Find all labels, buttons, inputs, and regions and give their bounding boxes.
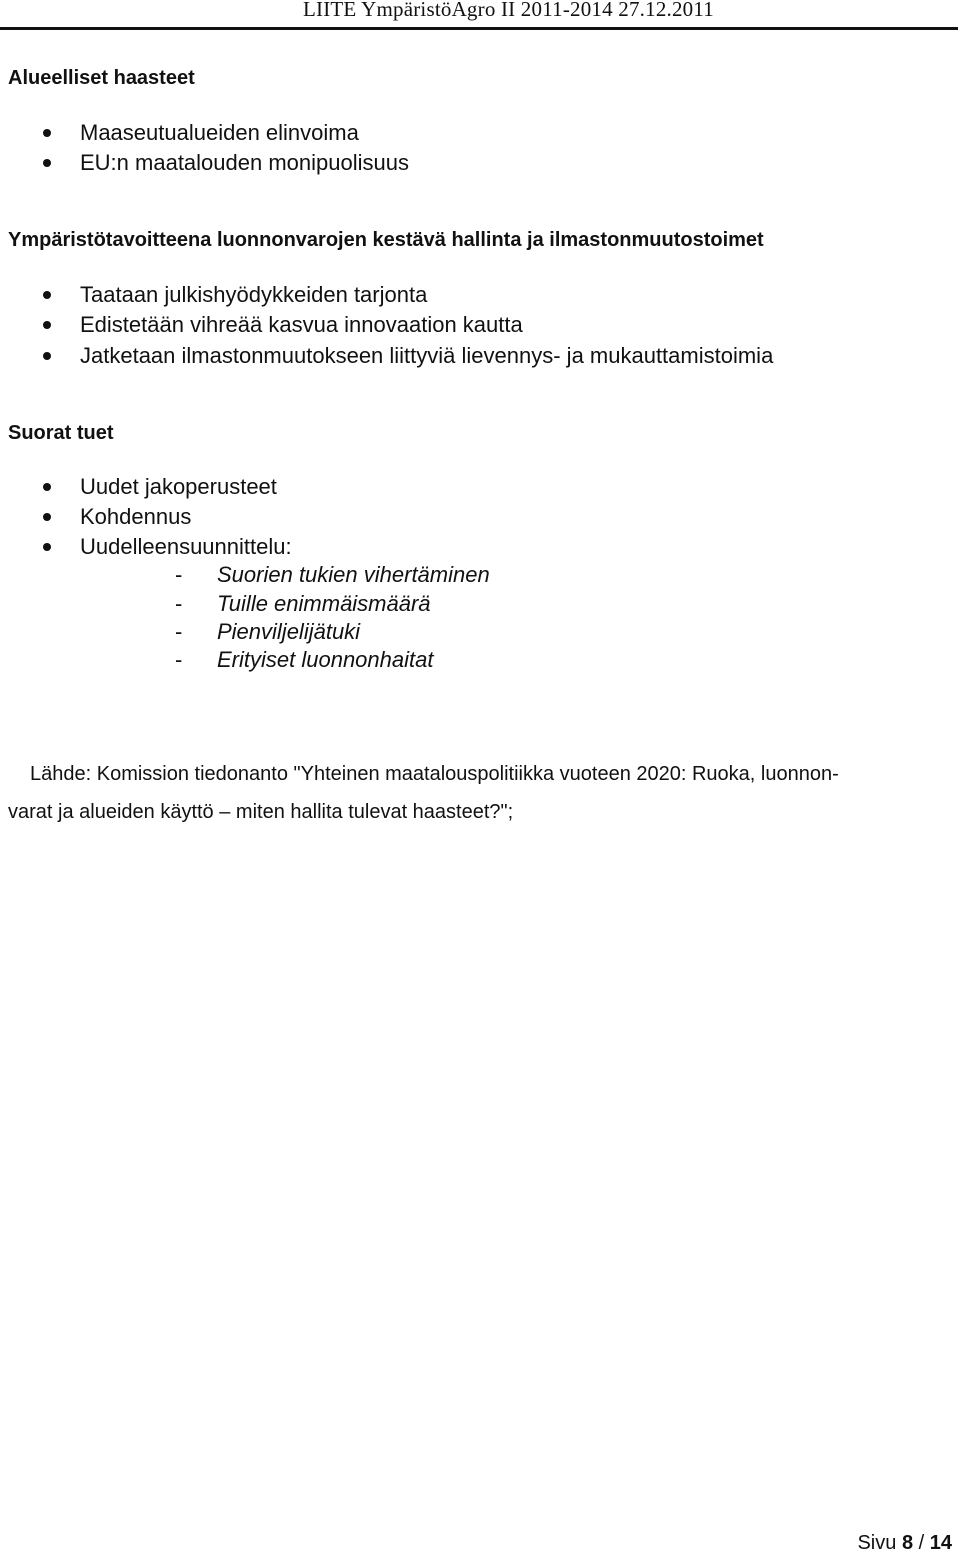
list-item-text: Edistetään vihreää kasvua innovaation kautta	[80, 312, 523, 337]
list-item-text: Jatketaan ilmastonmuutokseen liittyviä lievennys- ja mukauttamistoimia	[80, 343, 774, 368]
bullet-icon	[43, 352, 51, 360]
dash-marker: -	[175, 562, 183, 587]
header-divider	[0, 27, 958, 30]
dash-marker: -	[175, 647, 183, 672]
sub-list-item	[175, 618, 360, 646]
bullet-icon	[43, 129, 51, 137]
bullet-icon	[43, 291, 51, 299]
list-item-text: EU:n maatalouden monipuolisuus	[80, 150, 409, 175]
section-heading-regional-challenges: Alueelliset haasteet	[8, 67, 195, 89]
dash-marker: -	[175, 619, 183, 644]
total-pages: 14	[929, 1532, 952, 1554]
list-item	[43, 502, 191, 532]
section-heading-direct-payments: Suorat tuet	[8, 422, 114, 444]
sub-list-item-text: Tuille enimmäismäärä	[217, 591, 431, 616]
dash-marker: -	[175, 591, 183, 616]
sub-list-item-text: Erityiset luonnonhaitat	[217, 647, 434, 672]
list-item-text: Taataan julkishyödykkeiden tarjonta	[80, 282, 428, 307]
sub-list-item	[175, 561, 490, 589]
list-item-text: Maaseutualueiden elinvoima	[80, 120, 359, 145]
list-item	[43, 532, 292, 562]
list-item	[43, 118, 359, 148]
bullet-icon	[43, 543, 51, 551]
sub-list-item	[175, 590, 431, 618]
bullet-icon	[43, 483, 51, 491]
bullet-icon	[43, 321, 51, 329]
sub-list-item-text: Suorien tukien vihertäminen	[217, 562, 490, 587]
list-item	[43, 310, 523, 340]
bullet-icon	[43, 513, 51, 521]
list-item-text: Kohdennus	[80, 504, 192, 529]
page-header-title: LIITE YmpäristöAgro II 2011-2014 27.12.2011	[302, 0, 714, 21]
list-item	[43, 341, 773, 371]
sub-list-item	[175, 646, 433, 674]
list-item	[43, 280, 427, 310]
list-item-text: Uudelleensuunnittelu:	[80, 534, 292, 559]
page-number	[857, 1532, 952, 1555]
bullet-icon	[43, 159, 51, 167]
list-item	[43, 472, 277, 502]
section-heading-environmental-goals: Ympäristötavoitteena luonnonvarojen kestävä hallinta ja ilmastonmuutostoimet	[8, 229, 764, 251]
list-item-text: Uudet jakoperusteet	[80, 474, 277, 499]
sub-list-item-text: Pienviljelijätuki	[217, 619, 361, 644]
page-separator: /	[918, 1532, 925, 1554]
page-label: Sivu	[857, 1532, 897, 1554]
current-page: 8	[901, 1532, 914, 1554]
source-citation-line-1: Lähde: Komission tiedonanto "Yhteinen maatalouspolitiikka vuoteen 2020: Ruoka, luonnon-	[30, 763, 839, 785]
source-citation-line-2: varat ja alueiden käyttö – miten hallita tulevat haasteet?";	[8, 801, 514, 823]
list-item	[43, 148, 409, 178]
